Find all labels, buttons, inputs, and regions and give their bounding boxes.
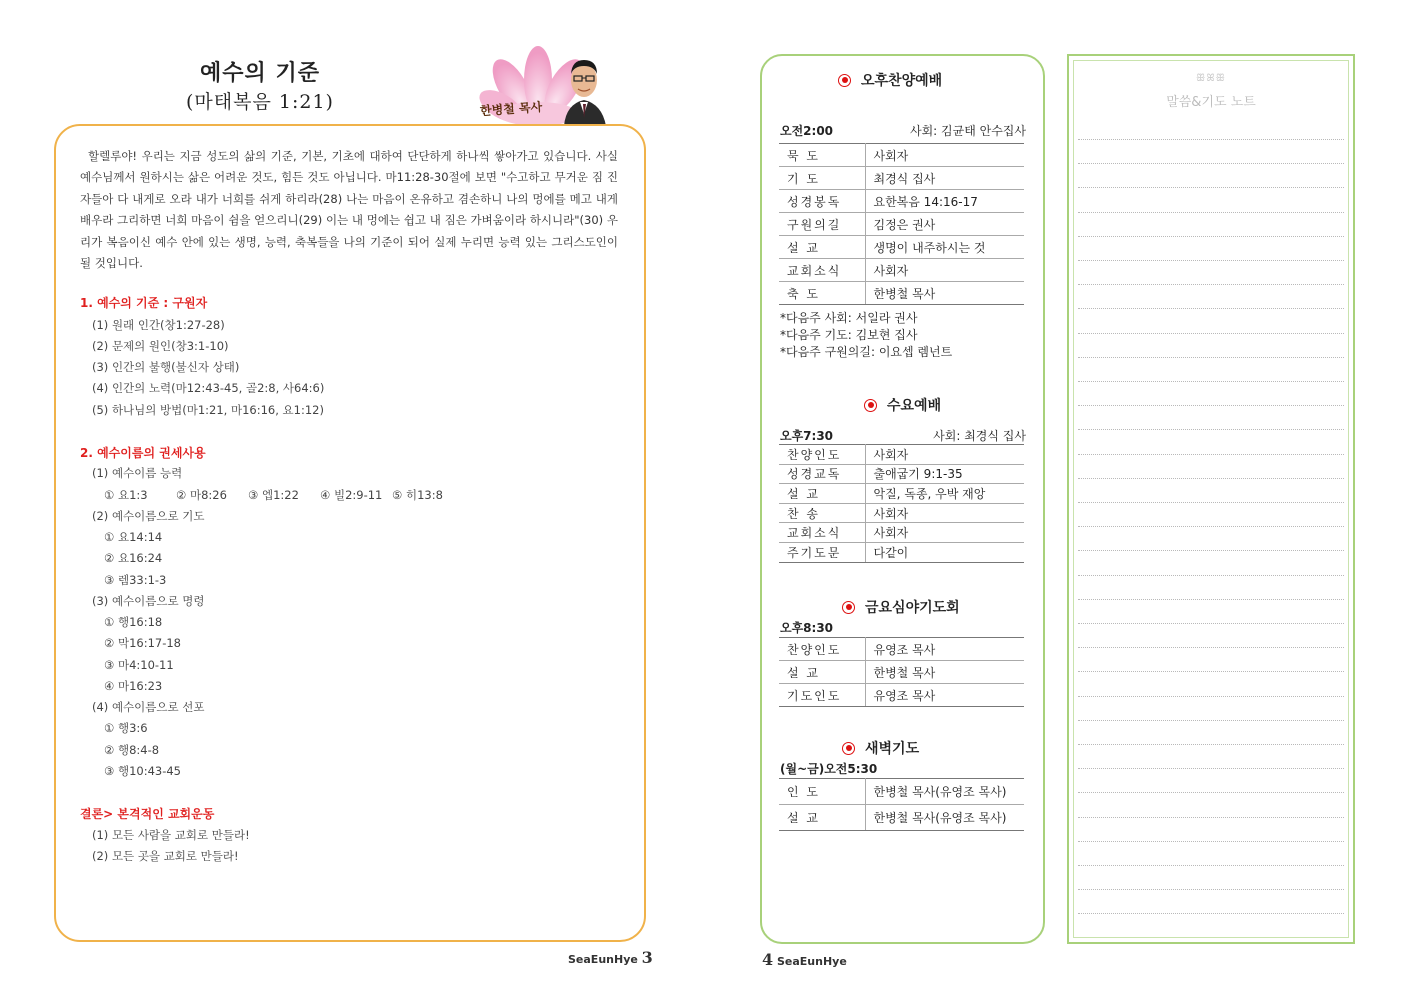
footer-brand: SeaEunHye [776, 955, 847, 968]
note-line [1078, 817, 1344, 818]
notes-inner-frame [1073, 60, 1349, 938]
section-2-point: (4) 예수이름으로 선포 [92, 700, 205, 714]
sermon-intro: 할렐루야! 우리는 지금 성도의 삶의 기준, 기본, 기초에 대하여 단단하게 하나씩 쌓아가고 있습니다. 사실 예수님께서 원하시는 삶은 어려운 것도, 힘든 것도 아닙니다. 마11:28-30절에 보면 "수고하고 무거운 짐 진 자들아 다 내게로 오라 내가 너희를 쉬게 하리라(28) 나는 마음이 온유하고 겸손하니 나의 멍에를 메고 내게 배우라 그리하면 너희 마음이 쉼을 얻으리니(29) 이는 내 멍에는 쉽고 내 짐은 가벼움이라 하시니라"(30) 우리가 복음이신 예수 안에 있는 생명, 능력, 축복들을 나의 기준이 되어 실제 누리면 능력 있는 그리스도인이 될 것입니다. [80, 149, 618, 271]
table-row [779, 167, 1024, 190]
order-label: 찬양인도 [779, 445, 865, 465]
note-line [1078, 212, 1344, 213]
order-value: 한병철 목사 [865, 282, 1024, 305]
note-line [1078, 647, 1344, 648]
service-leader: 사회: 김균태 안수집사 [909, 124, 1026, 138]
service-time: 오후8:30 [780, 621, 834, 635]
afternoon-service-table [779, 143, 1024, 305]
note-line [1078, 550, 1344, 551]
order-label: 기 도 [779, 167, 865, 190]
wednesday-time-row [780, 427, 1026, 444]
circle-bullet-icon [864, 399, 877, 412]
order-label: 성경교독 [779, 464, 865, 484]
order-label: 구원의길 [779, 213, 865, 236]
order-value: 김정은 권사 [865, 213, 1024, 236]
order-label: 찬 송 [779, 503, 865, 523]
service-time: (월~금)오전5:30 [780, 762, 878, 776]
section-1-item: (4) 인간의 노력(마12:43-45, 골2:8, 사64:6) [92, 381, 325, 395]
order-label: 인 도 [779, 779, 865, 805]
afternoon-service-heading [838, 70, 942, 90]
ref-item: ③ 마4:10-11 [104, 658, 174, 672]
table-row [779, 484, 1024, 504]
dawn-prayer-table [779, 778, 1024, 831]
conclusion-item: (2) 모든 곳을 교회로 만들라! [92, 849, 239, 863]
table-row [779, 445, 1024, 465]
section-2-heading: 2. 예수이름의 권세사용 [80, 446, 206, 460]
next-week-note: *다음주 사회: 서일라 권사 [780, 311, 918, 325]
order-label: 묵 도 [779, 144, 865, 167]
order-value: 한병철 목사 [865, 661, 1024, 684]
table-row [779, 144, 1024, 167]
table-row [779, 259, 1024, 282]
friday-time-row [780, 619, 1026, 636]
sermon-title-block [160, 58, 360, 116]
circle-bullet-icon [842, 742, 855, 755]
order-value: 요한복음 14:16-17 [865, 190, 1024, 213]
table-row [779, 805, 1024, 831]
circle-bullet-icon [842, 601, 855, 614]
note-line [1078, 429, 1344, 430]
table-row [779, 282, 1024, 305]
order-value: 최경식 집사 [865, 167, 1024, 190]
note-line [1078, 696, 1344, 697]
order-label: 주기도문 [779, 542, 865, 562]
order-label: 설 교 [779, 661, 865, 684]
note-line [1078, 792, 1344, 793]
order-value: 사회자 [865, 523, 1024, 543]
friday-service-heading [842, 597, 960, 617]
ref-item: ③ 렘33:1-3 [104, 573, 167, 587]
pastor-name: 한병철 목사 [479, 99, 543, 119]
afternoon-time-row [780, 122, 1026, 139]
note-line [1078, 333, 1344, 334]
wednesday-service-table [779, 444, 1024, 563]
note-line [1078, 671, 1344, 672]
note-line [1078, 260, 1344, 261]
ref-item: ② 마8:26 [176, 488, 227, 502]
order-value: 유영조 목사 [865, 638, 1024, 661]
order-label: 기도인도 [779, 684, 865, 707]
note-line [1078, 526, 1344, 527]
afternoon-service-title: 오후찬양예배 [861, 73, 943, 89]
note-line [1078, 768, 1344, 769]
note-line [1078, 454, 1344, 455]
service-time: 오전2:00 [780, 124, 834, 138]
table-row [779, 503, 1024, 523]
order-value: 사회자 [865, 445, 1024, 465]
note-line [1078, 284, 1344, 285]
order-label: 교회소식 [779, 523, 865, 543]
order-value: 한병철 목사(유영조 목사) [865, 779, 1024, 805]
service-time: 오후7:30 [780, 429, 834, 443]
ref-item: ③ 엡1:22 [248, 488, 299, 502]
note-line [1078, 623, 1344, 624]
ref-item: ④ 마16:23 [104, 679, 163, 693]
note-line [1078, 357, 1344, 358]
section-2-point: (1) 예수이름 능력 [92, 466, 183, 480]
section-1-item: (1) 원래 인간(창1:27-28) [92, 318, 225, 332]
order-value: 생명이 내주하시는 것 [865, 236, 1024, 259]
ref-item: ② 막16:17-18 [104, 636, 181, 650]
table-row [779, 661, 1024, 684]
order-value: 사회자 [865, 503, 1024, 523]
ref-item: ① 행16:18 [104, 615, 163, 629]
dawn-prayer-heading [842, 738, 919, 758]
conclusion-heading: 결론> 본격적인 교회운동 [80, 807, 215, 821]
section-1-item: (5) 하나님의 방법(마1:21, 마16:16, 요1:12) [92, 403, 324, 417]
table-row [779, 236, 1024, 259]
footer-brand: SeaEunHye [568, 953, 638, 966]
section-1-item: (2) 문제의 원인(창3:1-10) [92, 339, 229, 353]
order-value: 악질, 독종, 우박 재앙 [865, 484, 1024, 504]
dawn-time-row [780, 760, 1026, 777]
note-line [1078, 889, 1344, 890]
order-value: 다같이 [865, 542, 1024, 562]
order-label: 설 교 [779, 484, 865, 504]
note-line [1078, 381, 1344, 382]
order-value: 출애굽기 9:1-35 [865, 464, 1024, 484]
section-1-heading: 1. 예수의 기준 : 구원자 [80, 296, 208, 310]
note-line [1078, 720, 1344, 721]
table-row [779, 190, 1024, 213]
note-line [1078, 139, 1344, 140]
order-label: 성경봉독 [779, 190, 865, 213]
sermon-subtitle: (마태복음 1:21) [186, 91, 334, 113]
table-row [779, 542, 1024, 562]
note-line [1078, 478, 1344, 479]
ref-item: ② 요16:24 [104, 551, 163, 565]
order-value: 유영조 목사 [865, 684, 1024, 707]
note-line [1078, 163, 1344, 164]
friday-service-title: 금요심야기도회 [865, 600, 960, 616]
ref-item: ① 행3:6 [104, 721, 148, 735]
notes-title: 말씀&기도 노트 [1166, 95, 1256, 110]
conclusion-item: (1) 모든 사람을 교회로 만들라! [92, 828, 250, 842]
section-2-point: (2) 예수이름으로 기도 [92, 509, 205, 523]
order-label: 찬양인도 [779, 638, 865, 661]
service-leader: 사회: 최경식 집사 [933, 429, 1026, 443]
note-line [1078, 405, 1344, 406]
section-1-item: (3) 인간의 불행(불신자 상태) [92, 360, 240, 374]
wednesday-service-title: 수요예배 [887, 398, 942, 414]
table-row [779, 638, 1024, 661]
note-line [1078, 575, 1344, 576]
ref-item: ② 행8:4-8 [104, 743, 160, 757]
table-row [779, 213, 1024, 236]
note-line [1078, 841, 1344, 842]
note-line [1078, 187, 1344, 188]
dawn-prayer-title: 새벽기도 [865, 741, 920, 757]
prayer-notes-panel [1067, 54, 1355, 944]
note-line [1078, 236, 1344, 237]
page-number: 3 [641, 948, 653, 967]
ref-item: ③ 행10:43-45 [104, 764, 181, 778]
order-value: 사회자 [865, 259, 1024, 282]
note-line [1078, 913, 1344, 914]
ref-item: ④ 빌2:9-11 [320, 488, 383, 502]
page-number: 4 [762, 950, 774, 969]
ref-item: ① 요1:3 [104, 488, 148, 502]
page-footer-3 [568, 948, 653, 967]
table-row [779, 684, 1024, 707]
table-row [779, 523, 1024, 543]
order-label: 교회소식 [779, 259, 865, 282]
next-week-note: *다음주 구원의길: 이요셉 렘넌트 [780, 345, 953, 359]
order-label: 축 도 [779, 282, 865, 305]
note-line [1078, 744, 1344, 745]
note-line [1078, 599, 1344, 600]
order-label: 설 교 [779, 805, 865, 831]
sermon-title: 예수의 기준 [200, 60, 320, 86]
note-line [1078, 308, 1344, 309]
order-value: 한병철 목사(유영조 목사) [865, 805, 1024, 831]
page-footer-4 [762, 950, 847, 969]
circle-bullet-icon [838, 74, 851, 87]
ref-item: ① 요14:14 [104, 530, 163, 544]
order-label: 설 교 [779, 236, 865, 259]
note-line [1078, 865, 1344, 866]
table-row [779, 464, 1024, 484]
section-2-point-1-refs [104, 487, 484, 503]
order-value: 사회자 [865, 144, 1024, 167]
section-2-point: (3) 예수이름으로 명령 [92, 594, 205, 608]
ref-item: ⑤ 히13:8 [392, 488, 443, 502]
friday-service-table [779, 637, 1024, 707]
note-line [1078, 502, 1344, 503]
ornament-icon: ꕥꕤꕥ [1196, 73, 1226, 84]
next-week-note: *다음주 기도: 김보현 집사 [780, 328, 918, 342]
wednesday-service-heading [864, 395, 941, 415]
table-row [779, 779, 1024, 805]
